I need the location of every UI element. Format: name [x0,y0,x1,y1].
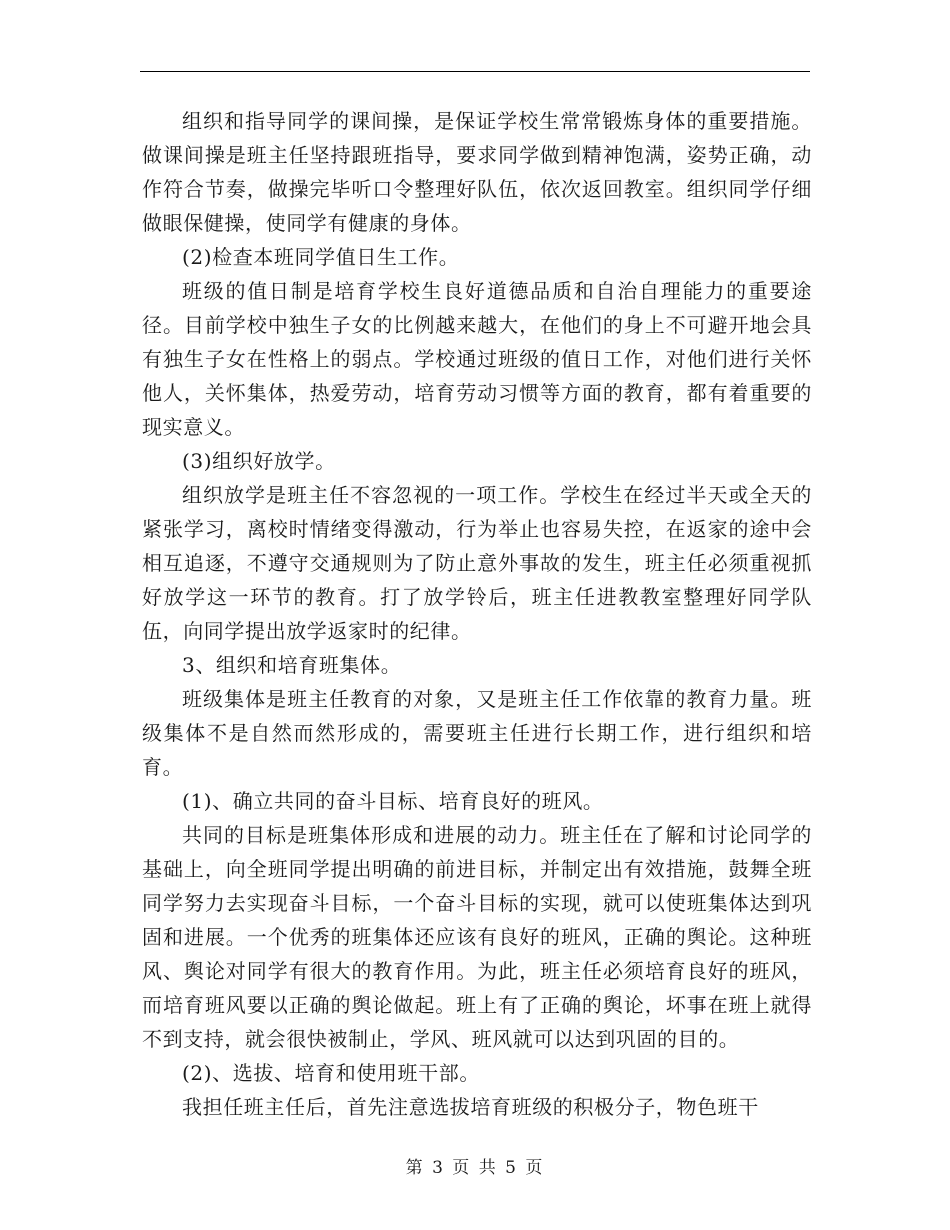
paragraph-common-goal: 共同的目标是班集体形成和进展的动力。班主任在了解和讨论同学的基础上，向全班同学提出明确的前进目标，并制定出有效措施，鼓舞全班同学努力去实现奋斗目标，一个奋斗目标的实现，就可以使班集体达到巩固和进展。一个优秀的班集体还应该有良好的班风，正确的舆论。这种班风、舆论对同学有很大的教育作用。为此，班主任必须培育良好的班风，而培育班风要以正确的舆论做起。班上有了正确的舆论，坏事在班上就得不到支持，就会很快被制止，学风、班风就可以达到巩固的目的。 [142,823,812,1051]
header-rule [140,71,810,72]
paragraph-class-collective: 班级集体是班主任教育的对象，又是班主任工作依靠的教育力量。班级集体不是自然而然形成的，需要班主任进行长期工作，进行组织和培育。 [142,687,812,779]
heading-duty-check: (2)检查本班同学值日生工作。 [182,245,460,269]
heading-common-goal: (1)、确立共同的奋斗目标、培育良好的班风。 [182,789,604,813]
heading-dismissal: (3)组织好放学。 [182,449,336,473]
page-number: 第 3 页 共 5 页 [405,1158,545,1178]
paragraph-class-cadres: 我担任班主任后，首先注意选拔培育班级的积极分子，物色班干 [182,1095,759,1119]
paragraph-exercise: 组织和指导同学的课间操，是保证学校生常常锻炼身体的重要措施。做课间操是班主任坚持跟班指导，要求同学做到精神饱满，姿势正确，动作符合节奏，做操完毕听口令整理好队伍，依次返回教室。组织同学仔细做眼保健操，使同学有健康的身体。 [142,109,812,235]
document-body [142,104,812,1124]
paragraph-duty-system: 班级的值日制是培育学校生良好道德品质和自治自理能力的重要途径。目前学校中独生子女的比例越来越大，在他们的身上不可避开地会具有独生子女在性格上的弱点。学校通过班级的值日工作，对他们进行关怀他人，关怀集体，热爱劳动，培育劳动习惯等方面的教育，都有着重要的现实意义。 [142,279,812,439]
heading-class-collective: 3、组织和培育班集体。 [182,653,402,677]
heading-class-cadres: (2)、选拔、培育和使用班干部。 [182,1061,480,1085]
paragraph-dismissal: 组织放学是班主任不容忽视的一项工作。学校生在经过半天或全天的紧张学习，离校时情绪变得激动，行为举止也容易失控，在返家的途中会相互追逐，不遵守交通规则为了防止意外事故的发生，班主任必须重视抓好放学这一环节的教育。打了放学铃后，班主任进教教室整理好同学队伍，向同学提出放学返家时的纪律。 [142,483,812,643]
